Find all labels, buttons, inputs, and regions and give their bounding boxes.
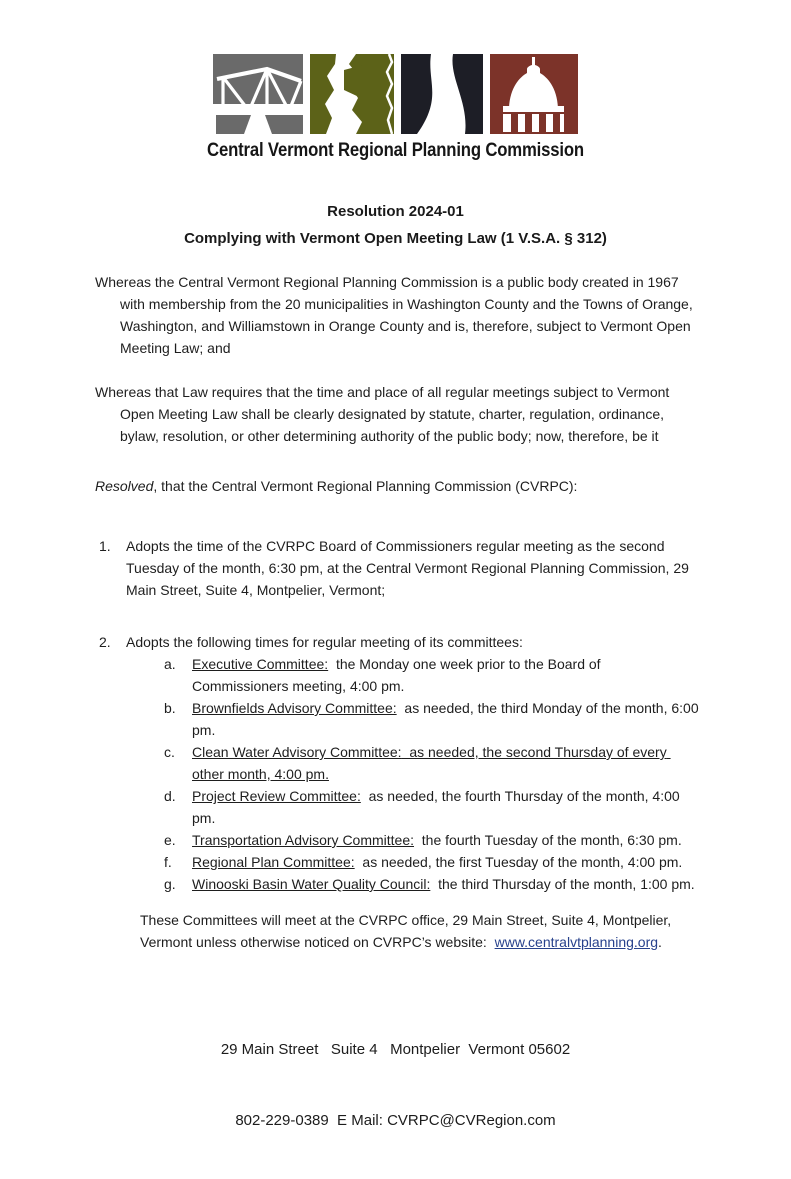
logo-wordmark: Central Vermont Regional Planning Commission: [207, 140, 584, 161]
closing-paragraph: [140, 909, 699, 953]
cvrpc-logo: [0, 0, 791, 162]
resolved-text: , that the Central Vermont Regional Planning Commission (CVRPC):: [153, 478, 578, 494]
footer-line-1: 29 Main Street Suite 4 Montpelier Vermont 05602: [220, 1041, 571, 1058]
resolution-item-2: [99, 631, 699, 653]
committee-letter: c.: [164, 744, 175, 760]
committee-letter: e.: [164, 832, 176, 848]
committee-detail: as needed, the third Monday of the month, 6:00 pm.: [192, 700, 703, 738]
committee-letter: a.: [164, 656, 176, 672]
winding-road-icon: [401, 54, 483, 134]
committee-text: [192, 653, 699, 697]
committee-item: [164, 741, 699, 785]
vermont-map-icon: [310, 54, 394, 134]
capitol-dome-icon: [490, 54, 578, 134]
resolution-item-1: [99, 535, 699, 601]
resolved-word: Resolved: [95, 478, 154, 494]
logo-panels: [0, 54, 791, 134]
item-1-text: Adopts the time of the CVRPC Board of Commissioners regular meeting as the second Tuesday of the month, 6:30 pm, at the Central Vermont Regional Planning Commission, 29 Main Street, Suite 4, Montpelier, Vermont;: [126, 538, 689, 598]
committee-text: [192, 697, 703, 741]
committee-item: [164, 873, 699, 895]
committee-detail: the fourth Tuesday of the month, 6:30 pm.: [414, 832, 682, 848]
whereas-paragraph-2: Whereas that Law requires that the time and place of all regular meetings subject to Vermont Open Meeting Law shall be clearly designated by statute, charter, regulation, ordinance, bylaw, resolution, or other determining authority of the public body; now, therefore, be it: [95, 384, 670, 444]
item-2-text: Adopts the following times for regular meeting of its committees:: [126, 634, 523, 650]
document-body: [95, 271, 703, 953]
resolved-clause: [95, 475, 699, 497]
committee-item: [164, 653, 699, 697]
committee-name: Regional Plan Committee:: [192, 854, 355, 870]
resolution-title: Resolution 2024-01: [327, 203, 464, 220]
committee-letter: d.: [164, 788, 176, 804]
committee-name: Winooski Basin Water Quality Council:: [192, 876, 431, 892]
committee-letter: f.: [164, 854, 172, 870]
item-1-number: 1.: [99, 538, 111, 554]
committee-letter: g.: [164, 876, 176, 892]
committee-text: [192, 851, 699, 873]
committee-item: [164, 785, 699, 829]
closing-text: These Committees will meet at the CVRPC office, 29 Main Street, Suite 4, Montpelier, Vermont unless otherwise noticed on CVRPC’s website:: [140, 912, 676, 950]
footer-line-2: 802-229-0389 E Mail: CVRPC@CVRegion.com: [235, 1111, 556, 1129]
committee-detail: as needed, the second Thursday of every other month, 4:00 pm.: [192, 744, 671, 782]
committee-letter: b.: [164, 700, 176, 716]
committee-detail: the Monday one week prior to the Board of Commissioners meeting, 4:00 pm.: [192, 656, 605, 694]
footer-address: [0, 991, 791, 1179]
committee-text: [192, 873, 699, 895]
item-2-number: 2.: [99, 634, 111, 650]
committee-detail: as needed, the first Tuesday of the month, 4:00 pm.: [354, 854, 683, 870]
committee-name: Clean Water Advisory Committee:: [192, 744, 402, 760]
committee-name: Executive Committee:: [192, 656, 329, 672]
committee-text: [192, 829, 699, 851]
website-link[interactable]: www.centralvtplanning.org: [494, 934, 659, 950]
bridge-icon: [213, 54, 303, 134]
committee-name: Transportation Advisory Committee:: [192, 832, 415, 848]
whereas-paragraph-1: Whereas the Central Vermont Regional Planning Commission is a public body created in 1967 with membership from the 20 municipalities in Washington County and the Towns of Orange, Washington, and Williamstown in Orange County and is, therefore, subject to Vermont Open Meeting Law; and: [95, 274, 693, 356]
closing-period: .: [658, 934, 662, 950]
committee-item: [164, 829, 699, 851]
committee-list: [164, 653, 703, 895]
committee-text: [192, 785, 699, 829]
committee-detail: the third Thursday of the month, 1:00 pm.: [430, 876, 695, 892]
title-block: [0, 202, 791, 248]
committee-name: Brownfields Advisory Committee:: [192, 700, 397, 716]
committee-item: [164, 697, 703, 741]
committee-name: Project Review Committee:: [192, 788, 361, 804]
resolution-subtitle: Complying with Vermont Open Meeting Law (1 V.S.A. § 312): [184, 230, 607, 247]
committee-item: [164, 851, 699, 873]
committee-detail: as needed, the fourth Thursday of the month, 4:00 pm.: [192, 788, 684, 826]
committee-text: [192, 741, 699, 785]
